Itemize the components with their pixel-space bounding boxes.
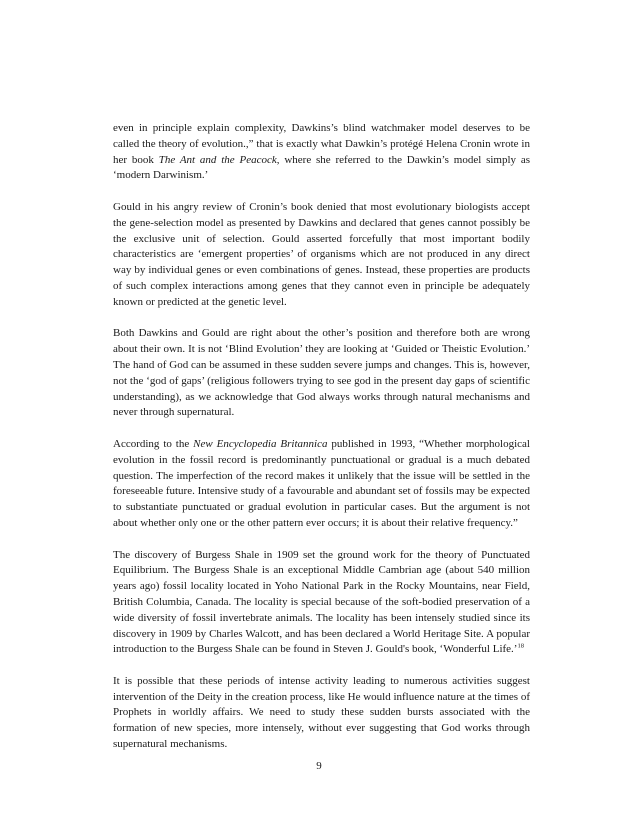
book-title-ant-and-peacock: The Ant and the Peacock — [158, 153, 277, 166]
paragraph-5 — [113, 548, 530, 659]
paragraph-3: Both Dawkins and Gould are right about the other’s position and therefore both are wrong about their own. It is not ‘Blind Evolution’ they are looking at ‘Guided or Theistic Evolution.’ The hand of God can be assumed in these sudden severe jumps and changes. This is, however, not the ‘god of gaps’ (religious followers trying to see god in the present day gaps of scientific understanding), as we acknowledge that God always works through natural mechanisms and never through supernatural. — [113, 327, 530, 419]
paragraph-1-text-a: even in principle explain complexity, Dawkins’s blind watchmaker model deserves to be called the theory of evolution.,” that is exactly what Dawkin’s protégé Helena Cronin wrote in her book — [113, 122, 530, 166]
paragraph-1-text-b: , where she referred to the Dawkin’s model simply as ‘modern Darwinism.’ — [113, 153, 531, 182]
book-title-britannica: New Encyclopedia Britannica — [193, 437, 328, 450]
body-text — [113, 121, 530, 753]
paragraph-4-text-a: According to the — [113, 437, 194, 450]
paragraph-2: Gould in his angry review of Cronin’s book denied that most evolutionary biologists accept the gene-selection model as presented by Dawkins and declared that genes cannot possibly be the exclusive unit of selection. Gould asserted forcefully that most important bodily characteristics are ‘emergent properties’ of organisms which are not produced in any direct way by individual genes or even combinations of genes. Instead, these properties are products of such complex interactions among genes that they cannot even in principle be adequately known or predicted at the genetic level. — [113, 200, 530, 308]
footnote-marker: 18 — [517, 642, 524, 650]
paragraph-1 — [113, 121, 530, 184]
paragraph-4-text-b: published in 1993, “Whether morphological evolution in the fossil record is predominantly punctuational or gradual is a much debated question. The imperfection of the record makes it unlikely that the issue will be settled in the foreseeable future. Intensive study of a favourable and abundant set of fossils may be expected to substantiate punctuated or gradual evolution in particular cases. But the argument is not about whether only one or the other pattern ever occurs; it is about their relative frequency.” — [113, 437, 530, 529]
paragraph-4 — [113, 437, 530, 532]
paragraph-6: It is possible that these periods of intense activity leading to numerous activities suggest intervention of the Deity in the creation process, like He would influence nature at the times of Prophets in worldly affairs. We need to study these sudden bursts associated with the formation of new species, more intensely, without ever suggesting that God works through supernatural mechanisms. — [113, 674, 530, 751]
paragraph-5-text: The discovery of Burgess Shale in 1909 set the ground work for the theory of Punctuated Equilibrium. The Burgess Shale is an exceptional Middle Cambrian age (about 540 million years ago) fossil locality located in Yoho National Park in the Rocky Mountains, near Field, British Columbia, Canada. The locality is special because of the soft-bodied preservation of a wide diversity of fossil invertebrate animals. The locality has been intensely studied since its discovery in 1909 by Charles Walcott, and has been declared a World Heritage Site. A popular introduction to the Burgess Shale can be found in Steven J. Gould's book, ‘Wonderful Life.’ — [113, 548, 530, 656]
page-number: 9 — [316, 760, 322, 772]
